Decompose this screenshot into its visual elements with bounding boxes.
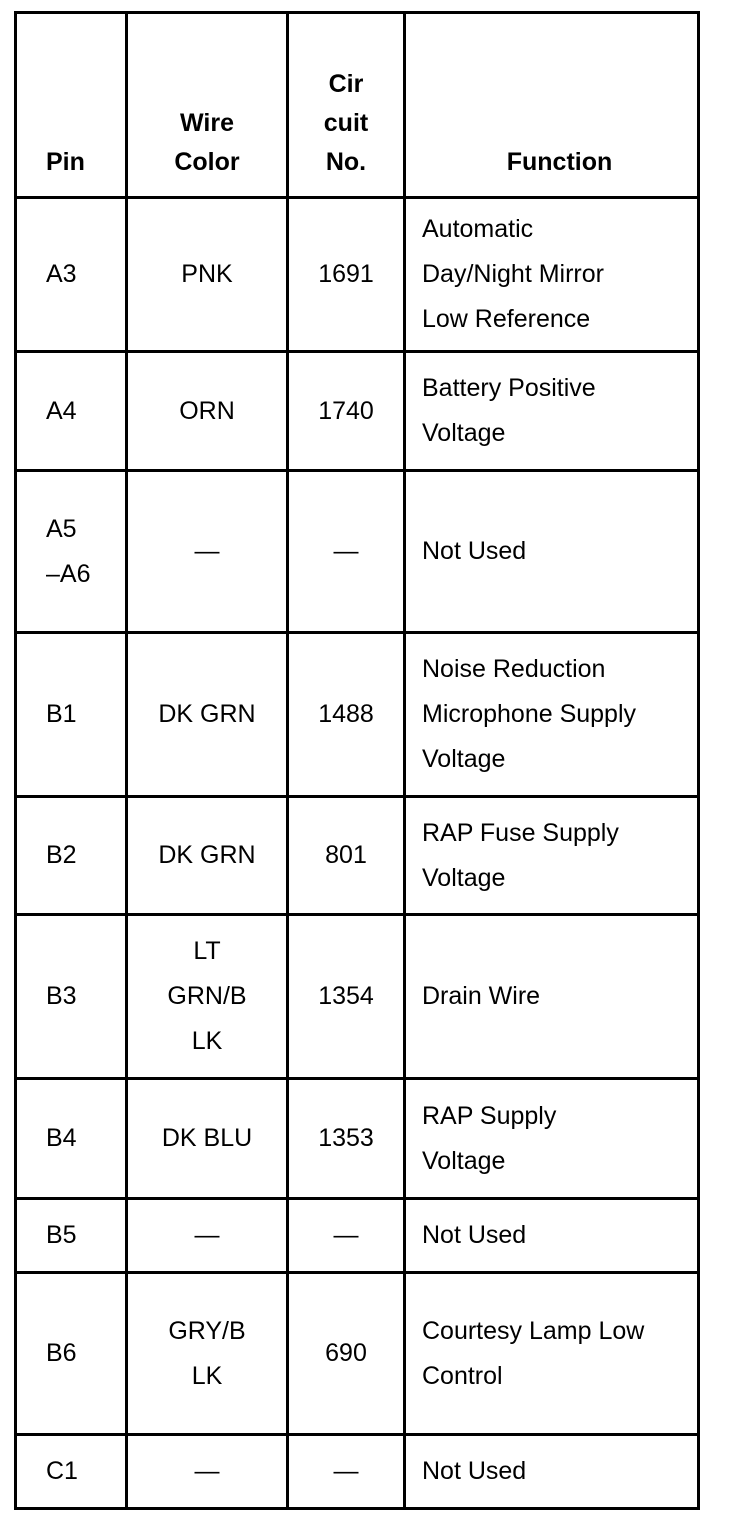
circuit-cell: 1740 <box>288 352 405 471</box>
pin-cell: B3 <box>16 915 127 1079</box>
table-row <box>16 1199 699 1273</box>
header-circuit-no: Cir cuit No. <box>288 13 405 198</box>
wire-color-cell: DK BLU <box>127 1079 288 1199</box>
table-row <box>16 797 699 915</box>
function-cell: Noise Reduction Microphone Supply Voltage <box>405 633 699 797</box>
pin-cell: B6 <box>16 1273 127 1435</box>
pin-cell: A5 –A6 <box>16 471 127 633</box>
circuit-cell: — <box>288 471 405 633</box>
wire-color-cell: DK GRN <box>127 633 288 797</box>
header-wire-color: Wire Color <box>127 13 288 198</box>
pinout-table <box>14 11 700 1510</box>
function-cell: Not Used <box>405 1435 699 1509</box>
function-cell: Courtesy Lamp Low Control <box>405 1273 699 1435</box>
function-cell: Not Used <box>405 471 699 633</box>
table-row <box>16 1079 699 1199</box>
wire-color-cell: — <box>127 1435 288 1509</box>
pin-cell: A4 <box>16 352 127 471</box>
wire-color-cell: — <box>127 1199 288 1273</box>
wire-color-cell: DK GRN <box>127 797 288 915</box>
table-row <box>16 1435 699 1509</box>
table-row <box>16 915 699 1079</box>
circuit-cell: — <box>288 1435 405 1509</box>
header-row <box>16 13 699 198</box>
circuit-cell: 1488 <box>288 633 405 797</box>
pin-cell: B2 <box>16 797 127 915</box>
wire-color-cell: PNK <box>127 198 288 352</box>
circuit-cell: 690 <box>288 1273 405 1435</box>
pin-cell: C1 <box>16 1435 127 1509</box>
header-pin: Pin <box>16 13 127 198</box>
wire-color-cell: ORN <box>127 352 288 471</box>
function-cell: RAP Supply Voltage <box>405 1079 699 1199</box>
function-cell: Not Used <box>405 1199 699 1273</box>
pin-cell: B1 <box>16 633 127 797</box>
function-cell: RAP Fuse Supply Voltage <box>405 797 699 915</box>
table-row <box>16 633 699 797</box>
table-row <box>16 471 699 633</box>
wire-color-cell: GRY/B LK <box>127 1273 288 1435</box>
pin-cell: B4 <box>16 1079 127 1199</box>
circuit-cell: — <box>288 1199 405 1273</box>
wire-color-cell: — <box>127 471 288 633</box>
function-cell: Battery Positive Voltage <box>405 352 699 471</box>
pin-cell: A3 <box>16 198 127 352</box>
table-row <box>16 352 699 471</box>
circuit-cell: 1691 <box>288 198 405 352</box>
circuit-cell: 1353 <box>288 1079 405 1199</box>
table-row <box>16 198 699 352</box>
table-row <box>16 1273 699 1435</box>
circuit-cell: 801 <box>288 797 405 915</box>
pin-cell: B5 <box>16 1199 127 1273</box>
function-cell: Automatic Day/Night Mirror Low Reference <box>405 198 699 352</box>
circuit-cell: 1354 <box>288 915 405 1079</box>
wire-color-cell: LT GRN/B LK <box>127 915 288 1079</box>
header-function: Function <box>405 13 699 198</box>
function-cell: Drain Wire <box>405 915 699 1079</box>
